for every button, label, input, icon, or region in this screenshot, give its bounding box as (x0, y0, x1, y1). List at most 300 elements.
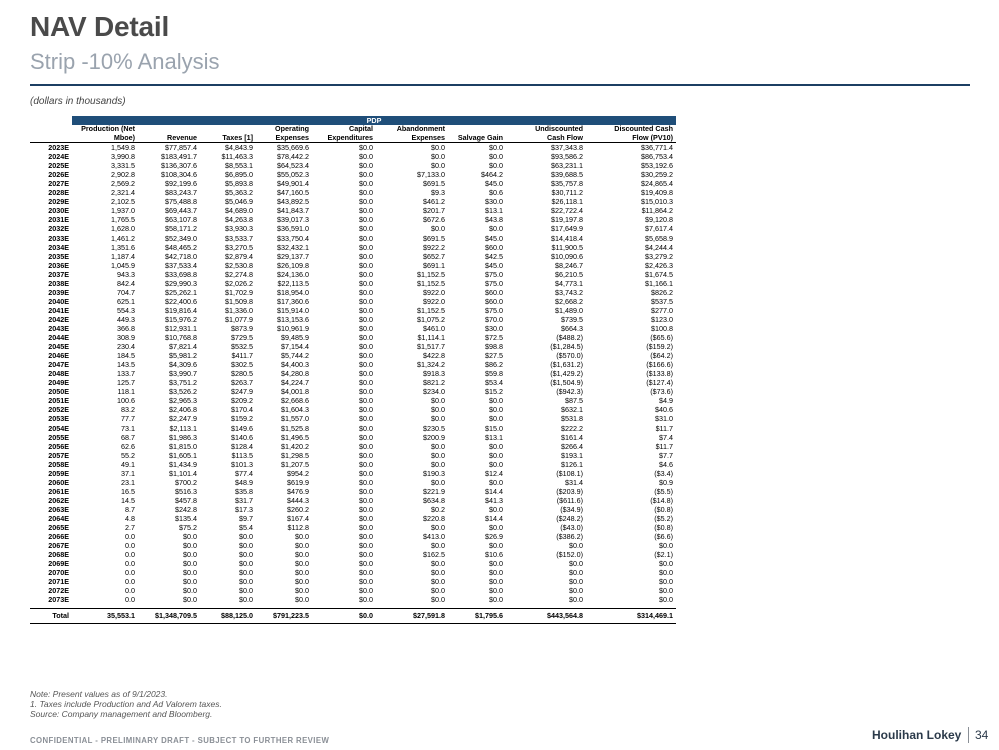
value-cell: $0.0 (489, 224, 503, 234)
value-cell: $0.0 (489, 577, 503, 587)
value-cell: $1,702.9 (225, 287, 253, 297)
value-cell: $260.2 (287, 504, 309, 514)
value-cell: $1,336.0 (225, 305, 253, 315)
value-cell: $0.0 (359, 215, 373, 225)
value-cell: 0.0 (125, 550, 135, 560)
value-cell: $0.0 (431, 523, 445, 533)
value-cell: $26,109.8 (277, 260, 309, 270)
value-cell: $0.0 (359, 269, 373, 279)
value-cell: $0.0 (359, 405, 373, 415)
value-cell: $83,243.7 (165, 188, 197, 198)
column-header-line2: Flow (PV10) (586, 134, 676, 143)
table-row (30, 152, 676, 161)
value-cell: ($386.2) (556, 532, 583, 542)
value-cell: 2.7 (125, 523, 135, 533)
total-value: 35,553.1 (72, 609, 138, 624)
value-cell: $5.4 (239, 523, 253, 533)
value-cell: $0.0 (431, 595, 445, 605)
value-cell: $37,343.8 (551, 143, 583, 153)
table-row (30, 469, 676, 478)
value-cell: $222.2 (561, 423, 583, 433)
value-cell: $35,669.6 (277, 143, 309, 153)
value-cell: $2,426.3 (645, 260, 674, 270)
year-cell: 2062E (48, 495, 69, 505)
table-row (30, 514, 676, 523)
value-cell: $60.0 (485, 296, 503, 306)
table-corner (30, 116, 72, 125)
value-cell: $1,605.1 (169, 450, 197, 460)
value-cell: ($248.2) (556, 513, 583, 523)
value-cell: $739.5 (561, 314, 583, 324)
value-cell: $0.0 (569, 577, 583, 587)
value-cell: $0.0 (359, 559, 373, 569)
table-row (30, 532, 676, 541)
value-cell: $15,976.2 (165, 314, 197, 324)
value-cell: $0.0 (359, 323, 373, 333)
value-cell: 77.7 (121, 414, 135, 424)
total-value: $27,591.8 (376, 609, 448, 624)
value-cell: $75.2 (179, 523, 197, 533)
value-cell: $2,879.4 (225, 251, 253, 261)
value-cell: $0.0 (489, 586, 503, 596)
value-cell: $0.0 (359, 314, 373, 324)
table-row (30, 541, 676, 550)
page-subtitle: Strip -10% Analysis (30, 49, 220, 74)
value-cell: $7,821.4 (169, 342, 197, 352)
value-cell: $0.0 (359, 333, 373, 343)
value-cell: $0.0 (359, 197, 373, 207)
table-row (30, 179, 676, 188)
value-cell: $4,280.8 (281, 369, 309, 379)
value-cell: 2,321.4 (111, 188, 135, 198)
value-cell: $52,349.0 (165, 233, 197, 243)
year-cell: 2035E (48, 251, 69, 261)
value-cell: $40.6 (655, 405, 674, 415)
confidential-notice: CONFIDENTIAL - PRELIMINARY DRAFT - SUBJECT TO FURTHER REVIEW (30, 736, 330, 745)
year-cell: 2037E (48, 269, 69, 279)
footnote: Note: Present values as of 9/1/2023. (30, 689, 168, 699)
value-cell: $1,207.5 (281, 459, 309, 469)
value-cell: $0.0 (431, 143, 445, 153)
value-cell: $45.0 (485, 233, 503, 243)
value-cell: $0.0 (489, 559, 503, 569)
value-cell: 62.6 (121, 441, 135, 451)
table-row (30, 387, 676, 396)
year-cell: 2039E (48, 287, 69, 297)
value-cell: $60.0 (485, 242, 503, 252)
value-cell: $170.4 (231, 405, 253, 415)
year-cell: 2053E (48, 414, 69, 424)
column-header-line1: Operating (275, 124, 309, 134)
value-cell: $11,900.5 (551, 242, 583, 252)
year-cell: 2060E (48, 477, 69, 487)
value-cell: 118.1 (117, 387, 135, 397)
table-row (30, 424, 676, 433)
value-cell: $22,400.6 (165, 296, 197, 306)
value-cell: 3,990.8 (111, 152, 135, 162)
value-cell: $2,965.3 (169, 396, 197, 406)
value-cell: $26,118.1 (551, 197, 583, 207)
value-cell: $247.9 (231, 387, 253, 397)
page-title: NAV Detail (30, 11, 170, 42)
year-cell: 2061E (48, 486, 69, 496)
total-label: Total (30, 609, 72, 624)
value-cell: 83.2 (121, 405, 135, 415)
table-row (30, 261, 676, 270)
value-cell: $11.7 (655, 423, 674, 433)
value-cell: $70.0 (485, 314, 503, 324)
value-cell: $0.0 (295, 568, 309, 578)
value-cell: $0.0 (431, 224, 445, 234)
value-cell: ($488.2) (556, 333, 583, 343)
value-cell: $8,553.1 (225, 161, 253, 171)
table-row (30, 197, 676, 206)
value-cell: $1,101.4 (169, 468, 197, 478)
value-cell: $43.8 (485, 215, 503, 225)
value-cell: 449.3 (117, 314, 135, 324)
footnote: 1. Taxes include Production and Ad Valorem taxes. (30, 699, 222, 709)
value-cell: 37.1 (121, 468, 135, 478)
year-cell: 2067E (48, 541, 69, 551)
column-header-line2: Expenditures (312, 134, 376, 143)
value-cell: $0.0 (359, 387, 373, 397)
value-cell: $0.0 (431, 161, 445, 171)
year-cell: 2030E (48, 206, 69, 216)
year-cell: 2028E (48, 188, 69, 198)
value-cell: $221.9 (423, 486, 445, 496)
total-value: $443,564.8 (506, 609, 586, 624)
value-cell: $461.0 (423, 323, 445, 333)
table-row (30, 297, 676, 306)
table-row (30, 433, 676, 442)
value-cell: $826.2 (651, 287, 674, 297)
value-cell: ($1,631.2) (550, 360, 583, 370)
value-cell: $39,017.3 (277, 215, 309, 225)
value-cell: $0.0 (359, 414, 373, 424)
value-cell: $31.7 (235, 495, 253, 505)
value-cell: $15,914.0 (277, 305, 309, 315)
value-cell: $0.0 (569, 568, 583, 578)
value-cell: 2,902.8 (111, 170, 135, 180)
value-cell: $0.6 (489, 188, 503, 198)
year-cell: 2056E (48, 441, 69, 451)
year-cell: 2071E (48, 577, 69, 587)
value-cell: ($570.0) (556, 351, 583, 361)
footnotes (30, 689, 222, 719)
value-cell: $4.9 (659, 396, 674, 406)
value-cell: $0.0 (489, 477, 503, 487)
footer-divider (968, 727, 969, 743)
value-cell: $1,986.3 (169, 432, 197, 442)
value-cell: $0.0 (431, 405, 445, 415)
value-cell: $15.2 (485, 387, 503, 397)
value-cell: $87.5 (565, 396, 583, 406)
value-cell: $5,744.2 (281, 351, 309, 361)
value-cell: $457.8 (175, 495, 197, 505)
value-cell: $1,517.7 (417, 342, 445, 352)
value-cell: $0.0 (183, 559, 197, 569)
value-cell: $0.0 (359, 486, 373, 496)
value-cell: $149.6 (231, 423, 253, 433)
value-cell: $0.0 (183, 577, 197, 587)
value-cell: 8.7 (125, 504, 135, 514)
value-cell: ($6.6) (654, 532, 674, 542)
value-cell: $1,420.2 (281, 441, 309, 451)
value-cell: $9,485.9 (281, 333, 309, 343)
table-row (30, 414, 676, 423)
value-cell: $0.0 (569, 586, 583, 596)
value-cell: ($5.2) (654, 513, 674, 523)
value-cell: $10,768.8 (165, 333, 197, 343)
value-cell: 184.5 (117, 351, 135, 361)
value-cell: 73.1 (121, 423, 135, 433)
table-row (30, 577, 676, 586)
year-cell: 2043E (48, 323, 69, 333)
value-cell: $1,075.2 (417, 314, 445, 324)
value-cell: $0.0 (431, 450, 445, 460)
value-cell: $0.0 (239, 532, 253, 542)
value-cell: $0.0 (569, 559, 583, 569)
year-cell: 2049E (48, 378, 69, 388)
value-cell: ($611.6) (556, 495, 583, 505)
value-cell: $516.3 (175, 486, 197, 496)
value-cell: $0.0 (359, 170, 373, 180)
year-cell: 2033E (48, 233, 69, 243)
value-cell: 143.5 (117, 360, 135, 370)
value-cell: $12.4 (485, 468, 503, 478)
value-cell: $59.8 (485, 369, 503, 379)
value-cell: $36,591.0 (277, 224, 309, 234)
value-cell: $0.0 (359, 441, 373, 451)
value-cell: $0.0 (489, 459, 503, 469)
value-cell: $6,210.5 (555, 269, 583, 279)
year-cell: 2059E (48, 468, 69, 478)
value-cell: $25,262.1 (165, 287, 197, 297)
value-cell: $1,489.0 (555, 305, 583, 315)
value-cell: $9.7 (239, 513, 253, 523)
value-cell: $19,816.4 (165, 305, 197, 315)
year-cell: 2029E (48, 197, 69, 207)
total-value: $791,223.5 (256, 609, 312, 624)
value-cell: $30.0 (485, 197, 503, 207)
value-cell: $691.5 (423, 233, 445, 243)
value-cell: $41,843.7 (277, 206, 309, 216)
value-cell: 1,628.0 (111, 224, 135, 234)
value-cell: $60.0 (485, 287, 503, 297)
value-cell: $0.0 (359, 586, 373, 596)
value-cell: $3,743.2 (555, 287, 583, 297)
value-cell: $0.0 (239, 559, 253, 569)
value-cell: $0.0 (359, 296, 373, 306)
value-cell: $537.5 (651, 296, 674, 306)
value-cell: ($5.5) (654, 486, 674, 496)
value-cell: 0.0 (125, 568, 135, 578)
value-cell: $0.0 (489, 504, 503, 514)
value-cell: $532.5 (231, 342, 253, 352)
value-cell: $27.5 (485, 351, 503, 361)
value-cell: 230.4 (117, 342, 135, 352)
value-cell: $0.0 (239, 577, 253, 587)
value-cell: $4,001.8 (281, 387, 309, 397)
value-cell: $0.0 (431, 559, 445, 569)
value-cell: ($43.0) (560, 523, 583, 533)
table-row (30, 215, 676, 224)
table-row (30, 224, 676, 233)
value-cell: $0.0 (431, 396, 445, 406)
value-cell: $413.0 (423, 532, 445, 542)
value-cell: $0.0 (359, 152, 373, 162)
value-cell: $0.0 (489, 396, 503, 406)
total-value: $88,125.0 (200, 609, 256, 624)
value-cell: $42.5 (485, 251, 503, 261)
page-number: 34 (975, 728, 989, 742)
value-cell: $10,961.9 (277, 323, 309, 333)
value-cell: $0.0 (359, 396, 373, 406)
value-cell: $0.0 (359, 351, 373, 361)
value-cell: $4,773.1 (555, 278, 583, 288)
year-cell: 2025E (48, 161, 69, 171)
column-header-line2: Expenses (376, 134, 448, 143)
value-cell: $280.5 (231, 369, 253, 379)
value-cell: $7.4 (659, 432, 674, 442)
value-cell: $78,442.2 (277, 152, 309, 162)
value-cell: $3,526.2 (169, 387, 197, 397)
value-cell: $1,166.1 (645, 278, 674, 288)
value-cell: 0.0 (125, 586, 135, 596)
value-cell: ($152.0) (556, 550, 583, 560)
value-cell: $4,224.7 (281, 378, 309, 388)
value-cell: $3,279.2 (645, 251, 674, 261)
value-cell: $128.4 (231, 441, 253, 451)
value-cell: ($64.2) (650, 351, 674, 361)
value-cell: $32,432.1 (277, 242, 309, 252)
value-cell: ($14.8) (650, 495, 674, 505)
value-cell: $4,263.8 (225, 215, 253, 225)
value-cell: 0.0 (125, 577, 135, 587)
value-cell: $632.1 (561, 405, 583, 415)
nav-detail-table (30, 116, 676, 624)
table-row (30, 586, 676, 595)
year-cell: 2054E (48, 423, 69, 433)
value-cell: $0.0 (359, 532, 373, 542)
value-cell: $0.0 (295, 550, 309, 560)
value-cell: $75.0 (485, 305, 503, 315)
year-cell: 2072E (48, 586, 69, 596)
table-row (30, 252, 676, 261)
value-cell: 2,102.5 (111, 197, 135, 207)
table-row (30, 505, 676, 514)
value-cell: $183,491.7 (161, 152, 197, 162)
value-cell: $0.0 (569, 541, 583, 551)
value-cell: $0.0 (359, 287, 373, 297)
value-cell: ($1,429.2) (550, 369, 583, 379)
value-cell: $0.0 (295, 577, 309, 587)
value-cell: $0.0 (569, 595, 583, 605)
value-cell: $0.0 (489, 143, 503, 153)
value-cell: $7.7 (659, 450, 674, 460)
value-cell: $0.0 (359, 378, 373, 388)
table-row (30, 270, 676, 279)
value-cell: $0.0 (431, 441, 445, 451)
value-cell: $0.0 (489, 441, 503, 451)
value-cell: 1,045.9 (111, 260, 135, 270)
brand-logo: Houlihan Lokey (872, 728, 962, 742)
value-cell: $3,270.5 (225, 242, 253, 252)
value-cell: 1,461.2 (111, 233, 135, 243)
value-cell: $691.1 (423, 260, 445, 270)
value-cell: $26.9 (485, 532, 503, 542)
year-cell: 2063E (48, 504, 69, 514)
value-cell: $201.7 (423, 206, 445, 216)
value-cell: $954.2 (287, 468, 309, 478)
value-cell: $35,757.8 (551, 179, 583, 189)
value-cell: $9,120.8 (645, 215, 674, 225)
value-cell: $4,843.9 (225, 143, 253, 153)
value-cell: 704.7 (117, 287, 135, 297)
value-cell: $821.2 (423, 378, 445, 388)
value-cell: $86.2 (485, 360, 503, 370)
value-cell: $2,668.6 (281, 396, 309, 406)
year-cell: 2048E (48, 369, 69, 379)
value-cell: $0.0 (489, 523, 503, 533)
value-cell: $1,557.0 (281, 414, 309, 424)
value-cell: $4,689.0 (225, 206, 253, 216)
value-cell: $0.0 (359, 260, 373, 270)
value-cell: $277.0 (651, 305, 674, 315)
total-value: $0.0 (312, 609, 376, 624)
value-cell: 133.7 (117, 369, 135, 379)
value-cell: 2,569.2 (111, 179, 135, 189)
value-cell: $0.0 (431, 414, 445, 424)
value-cell: $159.2 (231, 414, 253, 424)
table-row (30, 460, 676, 469)
value-cell: $0.0 (359, 179, 373, 189)
value-cell: $0.0 (359, 595, 373, 605)
table-row (30, 523, 676, 532)
value-cell: $113.5 (231, 450, 253, 460)
column-header-line2: Taxes [1] (200, 134, 256, 143)
value-cell: $0.0 (183, 586, 197, 596)
value-cell: $0.0 (359, 504, 373, 514)
value-cell: $0.0 (359, 477, 373, 487)
table-row (30, 306, 676, 315)
column-header-line2: Cash Flow (506, 134, 586, 143)
value-cell: ($1,504.9) (550, 378, 583, 388)
column-header-line2: Expenses (256, 134, 312, 143)
value-cell: $1,152.5 (417, 305, 445, 315)
value-cell: 1,765.5 (111, 215, 135, 225)
value-cell: $17,649.9 (551, 224, 583, 234)
value-cell: $0.0 (431, 152, 445, 162)
value-cell: $1,434.9 (169, 459, 197, 469)
column-header-line2: Mboe) (72, 134, 138, 143)
value-cell: $36,771.4 (641, 143, 674, 153)
value-cell: $4,244.4 (645, 242, 674, 252)
value-cell: $0.0 (359, 278, 373, 288)
value-cell: 55.2 (121, 450, 135, 460)
value-cell: $729.5 (231, 333, 253, 343)
value-cell: 49.1 (121, 459, 135, 469)
value-cell: 1,937.0 (111, 206, 135, 216)
value-cell: $48,465.2 (165, 242, 197, 252)
value-cell: $37,533.4 (165, 260, 197, 270)
value-cell: $0.0 (239, 595, 253, 605)
table-row (30, 143, 676, 153)
value-cell: $190.3 (423, 468, 445, 478)
value-cell: ($65.6) (650, 333, 674, 343)
year-cell: 2042E (48, 314, 69, 324)
value-cell: ($1,284.5) (550, 342, 583, 352)
